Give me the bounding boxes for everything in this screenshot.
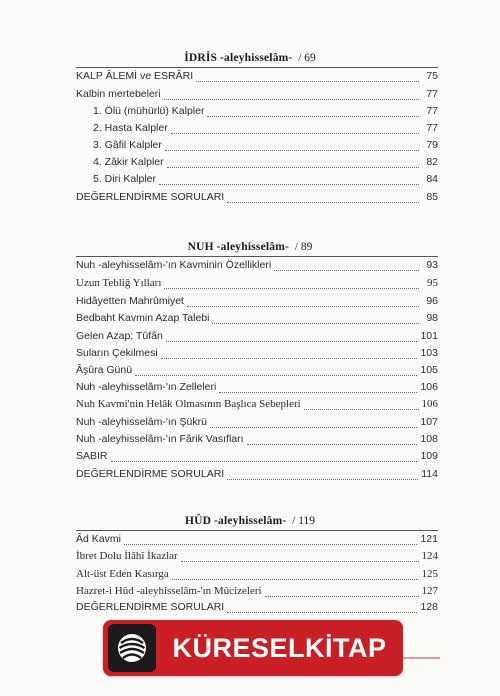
toc-entry-page: 106 [421,398,438,410]
toc-entry[interactable] [76,259,438,275]
section-title-name: İDRİS [184,52,218,64]
toc-entry-page: 98 [426,312,438,324]
toc-entry-text: SABIR [76,450,108,462]
toc-leader [247,444,418,445]
toc-leader [124,544,418,545]
toc-entry[interactable] [76,88,438,104]
globe-icon-svg [115,631,149,665]
toc-entry[interactable] [76,277,438,293]
toc-leader [171,133,419,134]
toc-leader [167,167,419,168]
toc-entry-page: 77 [426,122,438,134]
toc-leader [164,99,419,100]
toc-entry-page: 96 [426,295,438,307]
logo-text: KÜRESELKİTAP [172,632,387,663]
toc-entry-text: Kalbin mertebeleri [76,88,161,100]
toc-entry-page: 103 [420,347,438,359]
toc-entry-text: İbret Dolu İlâhî İkazlar [76,550,178,562]
toc-entry-page: 109 [420,450,438,462]
globe-icon [108,624,156,672]
toc-leader [210,427,417,428]
toc-leader [181,561,419,562]
toc-leader [219,392,417,393]
toc-entry-text: Nuh -aleyhisselâm-'ın Kavminin Özellikleri [76,259,272,271]
toc-entry-text: Âd Kavmi [76,533,121,545]
toc-entry-text: Gelen Azap; Tûfân [76,330,163,342]
toc-entry-page: 106 [420,381,438,393]
toc-entry[interactable] [76,585,438,601]
toc-leader [172,579,419,580]
toc-entry[interactable] [76,433,438,449]
toc-leader [196,81,419,82]
toc-leader [227,479,418,480]
toc-leader [265,596,419,597]
toc-entry-text: Uzun Tebliğ Yılları [76,277,162,289]
publisher-logo [103,620,403,676]
toc-entry[interactable] [76,364,438,380]
toc-entry-text: 4. Zâkir Kalpler [93,156,164,168]
toc-leader [135,375,417,376]
toc-entry-page: 77 [426,105,438,117]
toc-leader [166,341,418,342]
toc-entry-page: 121 [420,533,438,545]
toc-entry[interactable] [76,70,438,86]
toc-entry[interactable] [76,468,438,484]
toc-leader [165,150,419,151]
section-title-suffix: -aleyhisselâm- [220,52,293,64]
toc-entry[interactable] [76,550,438,566]
toc-entry-page: 105 [420,364,438,376]
toc-entry-text: Alt-üst Eden Kasırga [76,568,169,580]
toc-entry-page: 101 [420,330,438,342]
toc-leader [227,202,419,203]
section-title-idris [0,52,500,64]
toc-entry-page: 124 [421,550,438,562]
toc-leader [304,409,419,410]
toc-entry-text: DEĞERLENDİRME SORULARI [76,191,225,203]
toc-entry[interactable] [76,295,438,311]
toc-entry[interactable] [76,416,438,432]
toc-entry-text: 1. Ölü (mühürlü) Kalpler [93,105,205,117]
toc-entry[interactable] [76,330,438,346]
section-divider [76,530,438,531]
toc-leader [274,270,419,271]
toc-leader [227,612,417,613]
toc-entry[interactable] [76,381,438,397]
toc-entry-text: Nuh Kavmi'nin Helâk Olmasının Başlıca Sebepleri [76,398,301,410]
toc-leader [111,461,418,462]
section-title-page: / 119 [292,515,316,527]
toc-entry[interactable] [76,533,438,549]
toc-entry-text: DEĞERLENDİRME SORULARI [76,468,225,480]
toc-entry[interactable] [76,312,438,328]
section-title-name: NUH [187,241,214,253]
toc-entry[interactable] [76,191,438,207]
toc-entry-text: Nuh -aleyhisselâm-'ın Şükrü [76,416,207,428]
toc-entry-page: 85 [426,191,438,203]
section-title-nuh [0,241,500,253]
toc-entry[interactable] [76,156,438,172]
toc-entry-text: Suların Çekilmesi [76,347,158,359]
toc-entry-text: 2. Hasta Kalpler [93,122,168,134]
section-divider [76,256,438,257]
toc-entry-page: 108 [420,433,438,445]
toc-entry[interactable] [76,105,438,121]
toc-leader [187,306,419,307]
toc-entry-page: 79 [426,139,438,151]
toc-entry[interactable] [76,450,438,466]
toc-leader [207,116,419,117]
toc-entry-text: KALP ÂLEMİ ve ESRÂRI [76,70,194,82]
section-title-suffix: -aleyhisselâm- [213,515,287,527]
toc-entry-text: Hazret-i Hûd -aleyhisselâm-'ın Mûcizeleri [76,585,262,597]
toc-entry-text: Bedbaht Kavmin Azap Talebi [76,312,210,324]
section-title-page: / 69 [298,52,316,64]
toc-entry-page: 95 [427,277,438,289]
toc-entry[interactable] [76,601,438,617]
toc-entry-text: DEĞERLENDİRME SORULARI [76,601,225,613]
toc-entry-text: 3. Gâfil Kalpler [93,139,162,151]
toc-entry-page: 127 [421,585,438,597]
toc-entry[interactable] [76,568,438,584]
toc-entry-page: 114 [421,468,438,480]
toc-entry-page: 75 [426,70,438,82]
toc-leader [159,184,419,185]
toc-entry-page: 82 [426,156,438,168]
toc-leader [212,323,419,324]
section-title-suffix: -aleyhisselâm- [216,241,290,253]
toc-entry-text: Hidâyetten Mahrûmiyet [76,295,184,307]
toc-entry-page: 125 [421,568,438,580]
toc-entry-text: Âşûra Günü [76,364,133,376]
toc-entry-page: 77 [426,88,438,100]
section-title-name: HÛD [184,515,212,527]
toc-leader [161,358,418,359]
toc-entry-text: Nuh -aleyhisselâm-'ın Zelleleri [76,381,217,393]
section-title-hud [0,515,500,527]
toc-entry-page: 128 [420,601,438,613]
toc-leader [164,288,419,289]
toc-entry[interactable] [76,122,438,138]
toc-entry-page: 84 [426,173,438,185]
section-title-page: / 89 [294,241,313,253]
toc-entry-page: 107 [420,416,438,428]
toc-entry[interactable] [76,347,438,363]
toc-entry[interactable] [76,139,438,155]
toc-entry-text: Nuh -aleyhisselâm-'ın Fârik Vasıfları [76,433,244,445]
toc-entry[interactable] [76,173,438,189]
section-divider [76,67,438,68]
toc-entry-text: 5. Diri Kalpler [93,173,157,185]
toc-entry[interactable] [76,398,438,414]
toc-entry-page: 93 [426,259,438,271]
